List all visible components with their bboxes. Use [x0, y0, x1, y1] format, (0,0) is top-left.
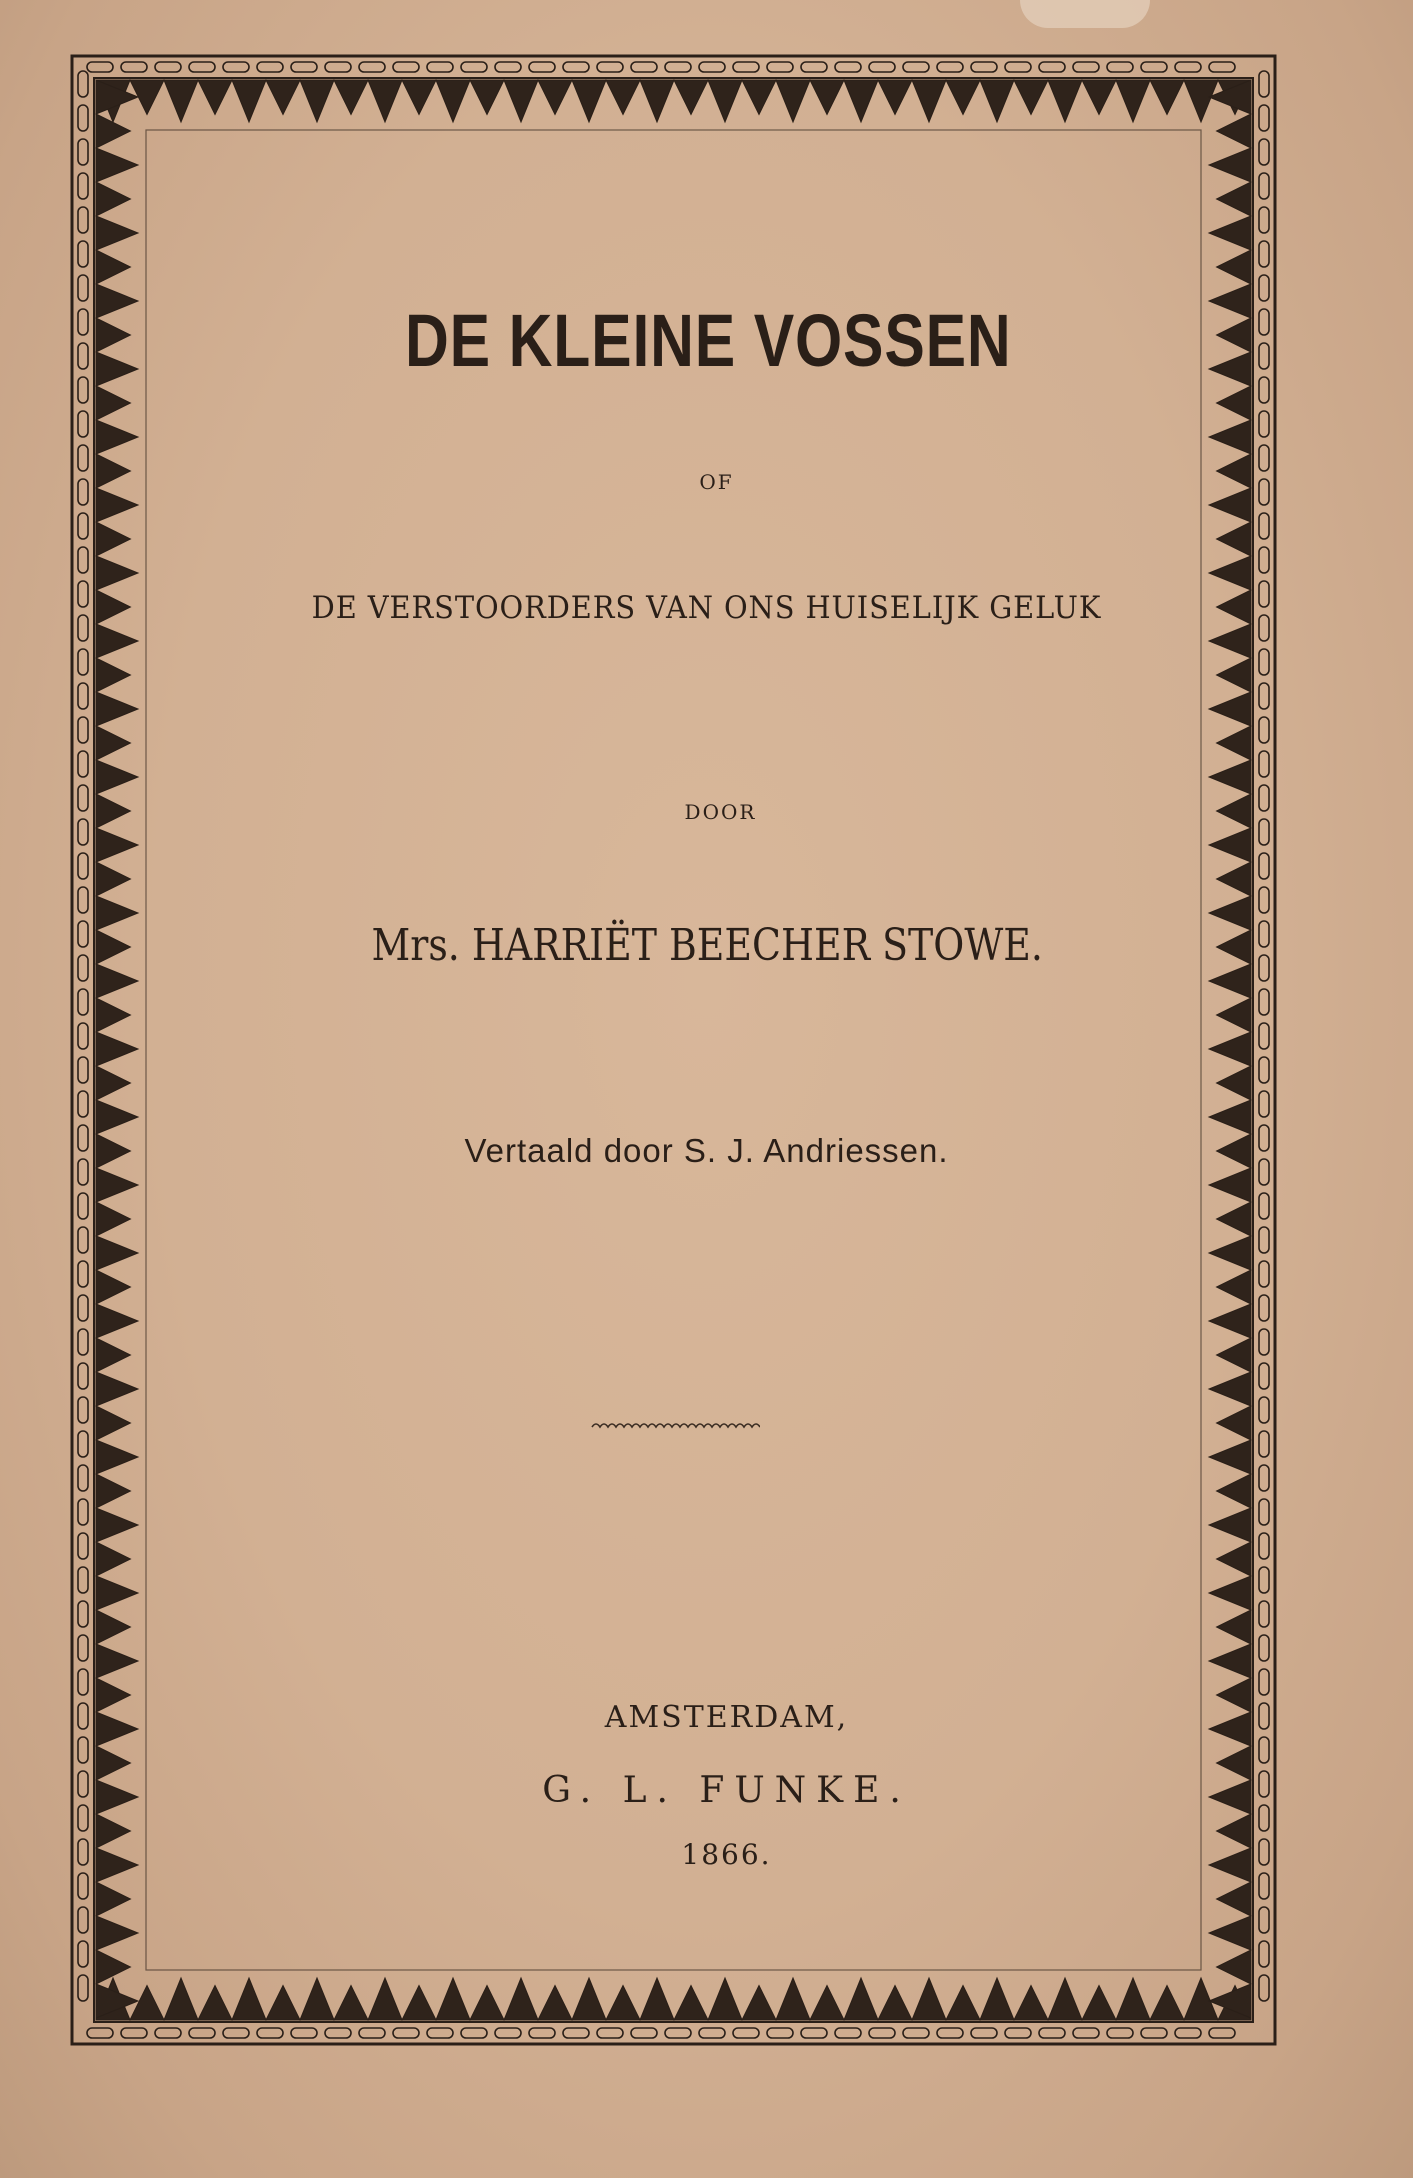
- publication-year: 1866.: [681, 1838, 772, 1871]
- author-name: Mrs. HARRIËT BEECHER STOWE.: [371, 920, 1043, 971]
- translator-credit: Vertaald door S. J. Andriessen.: [464, 1132, 949, 1169]
- book-title: DE KLEINE VOSSEN: [405, 299, 1012, 382]
- wavy-divider-icon: [590, 1420, 760, 1434]
- author-prefix: DOOR: [684, 800, 757, 824]
- publisher-city: AMSTERDAM,: [604, 1700, 849, 1735]
- title-conjunction: OF: [699, 470, 734, 494]
- book-subtitle: DE VERSTOORDERS VAN ONS HUISELIJK GELUK: [311, 590, 1102, 626]
- publisher-name: G. L. FUNKE.: [542, 1770, 911, 1811]
